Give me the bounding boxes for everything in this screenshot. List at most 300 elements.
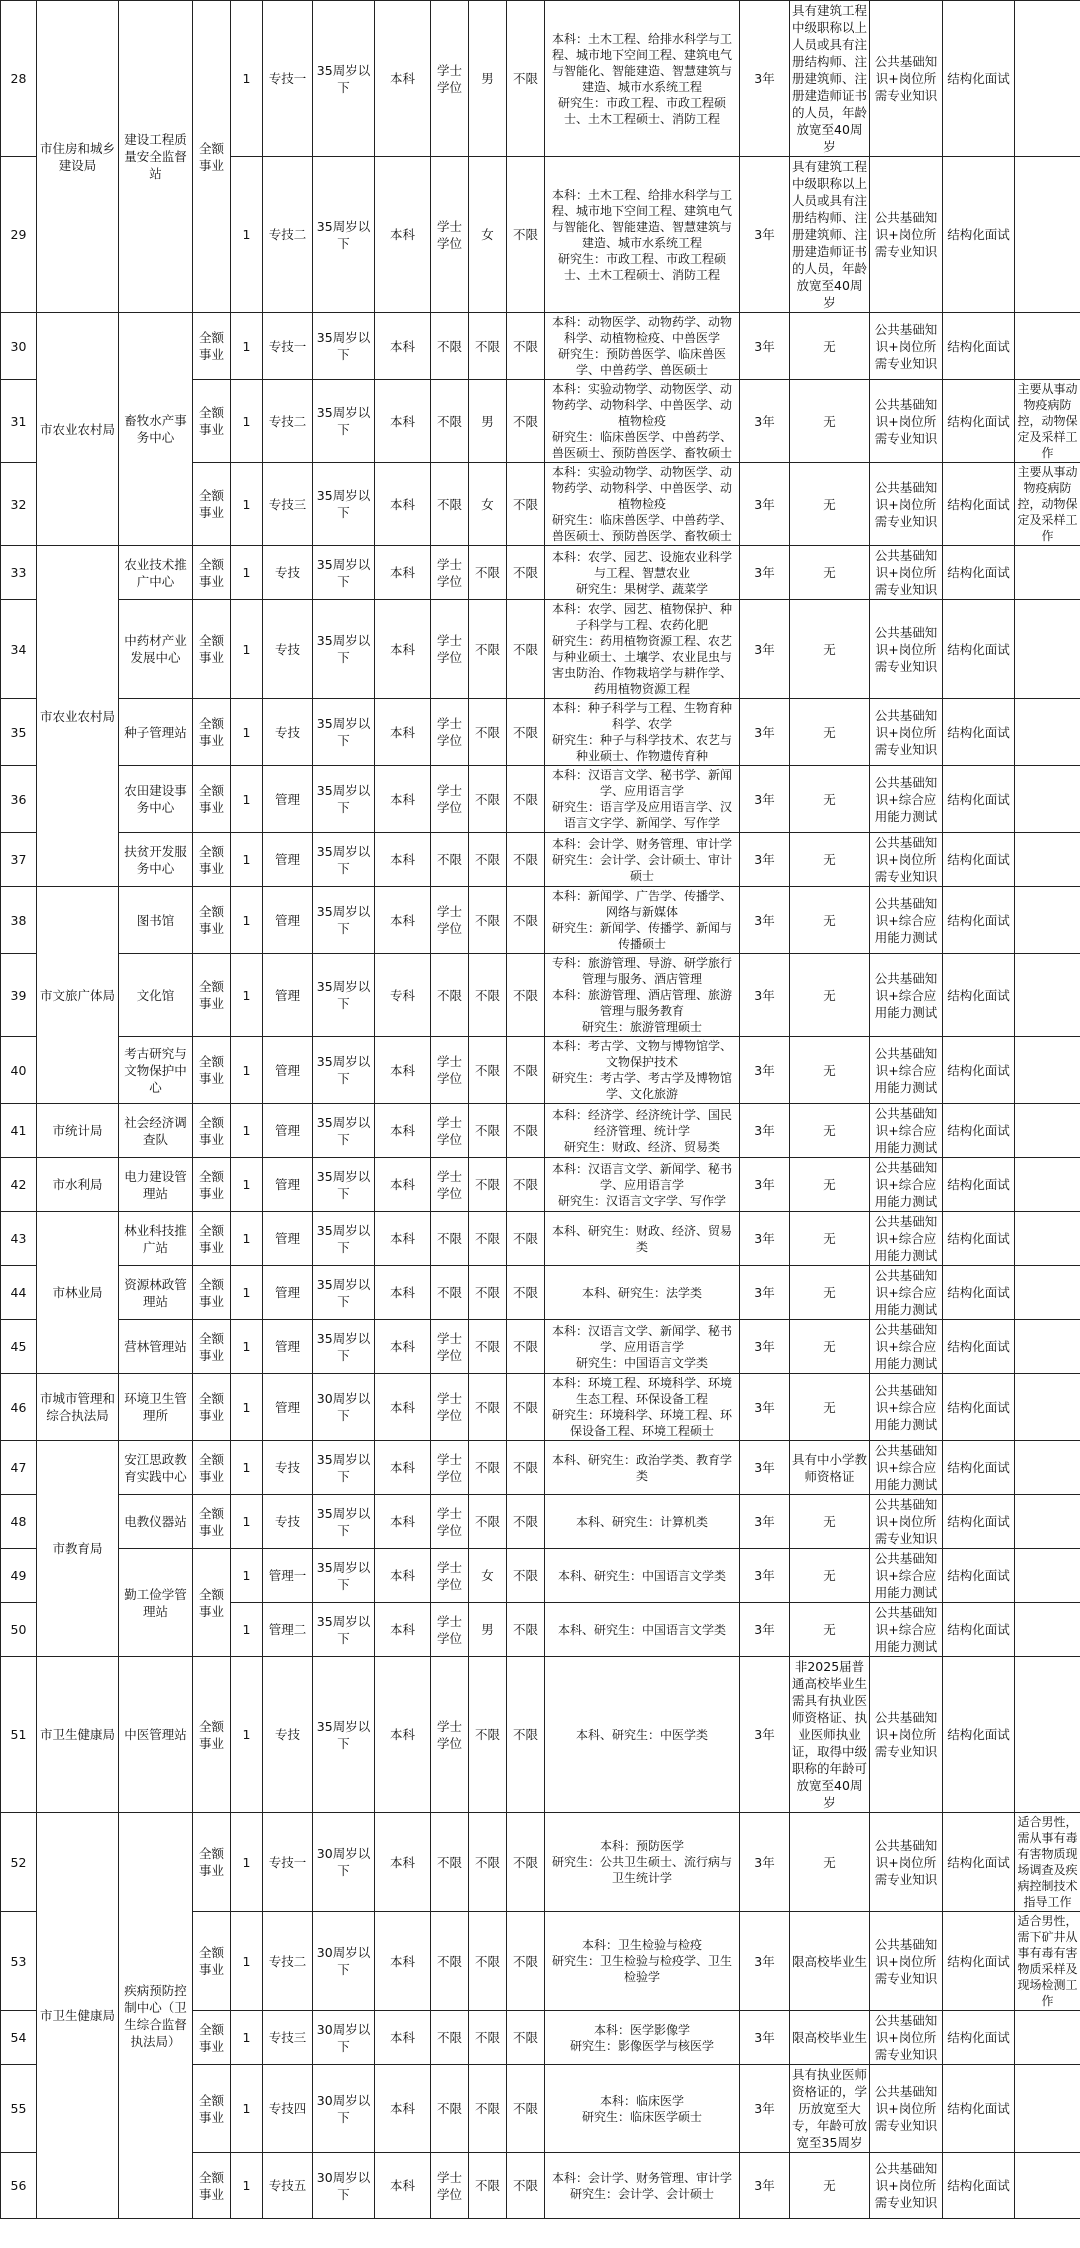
cell-no: 39 <box>1 954 37 1037</box>
cell-gender: 不限 <box>469 1374 507 1441</box>
cell-exam: 公共基础知识+综合应用能力测试 <box>870 887 943 954</box>
cell-edu: 本科 <box>375 1549 431 1603</box>
cell-edu: 本科 <box>375 1374 431 1441</box>
cell-dept: 图书馆 <box>119 887 193 954</box>
cell-note <box>1015 1495 1080 1549</box>
cell-exam: 公共基础知识+综合应用能力测试 <box>870 1441 943 1495</box>
cell-note <box>1015 600 1080 699</box>
cell-major: 本科：汉语言文学、秘书学、新闻学、应用语言学 研究生：语言学及应用语言学、汉语言文字学、新闻学、写作学 <box>545 766 740 833</box>
table-row <box>1 1441 1080 1495</box>
cell-political: 不限 <box>507 380 545 463</box>
cell-post: 专技 <box>263 600 313 699</box>
cell-political: 不限 <box>507 1266 545 1320</box>
cell-no: 54 <box>1 2011 37 2065</box>
cell-count: 1 <box>231 380 263 463</box>
cell-type: 全额事业 <box>193 1320 231 1374</box>
cell-service: 3年 <box>740 887 790 954</box>
cell-type: 全额事业 <box>193 1266 231 1320</box>
cell-political: 不限 <box>507 887 545 954</box>
cell-edu: 本科 <box>375 1603 431 1657</box>
cell-major: 本科：会计学、财务管理、审计学 研究生：会计学、会计硕士、审计硕士 <box>545 833 740 887</box>
cell-condition: 无 <box>790 1212 870 1266</box>
cell-no: 53 <box>1 1912 37 2011</box>
cell-edu: 本科 <box>375 157 431 313</box>
cell-edu: 专科 <box>375 954 431 1037</box>
cell-post: 管理二 <box>263 1603 313 1657</box>
cell-degree: 学士学位 <box>431 1 469 157</box>
cell-post: 专技三 <box>263 463 313 546</box>
cell-political: 不限 <box>507 699 545 766</box>
cell-gender: 不限 <box>469 699 507 766</box>
cell-interview: 结构化面试 <box>943 313 1015 380</box>
cell-post: 专技一 <box>263 1813 313 1912</box>
cell-political: 不限 <box>507 1 545 157</box>
cell-edu: 本科 <box>375 1 431 157</box>
cell-major: 本科：预防医学 研究生：公共卫生硕士、流行病与卫生统计学 <box>545 1813 740 1912</box>
cell-degree: 学士学位 <box>431 1037 469 1104</box>
cell-political: 不限 <box>507 2065 545 2153</box>
cell-count: 1 <box>231 546 263 600</box>
cell-post: 专技一 <box>263 1 313 157</box>
cell-dept: 电力建设管理站 <box>119 1158 193 1212</box>
cell-age: 35周岁以下 <box>313 1657 375 1813</box>
cell-post: 管理 <box>263 1320 313 1374</box>
cell-political: 不限 <box>507 1212 545 1266</box>
cell-note <box>1015 157 1080 313</box>
cell-age: 30周岁以下 <box>313 1374 375 1441</box>
cell-edu: 本科 <box>375 1266 431 1320</box>
cell-edu: 本科 <box>375 463 431 546</box>
cell-dept: 扶贫开发服务中心 <box>119 833 193 887</box>
cell-interview: 结构化面试 <box>943 2011 1015 2065</box>
cell-service: 3年 <box>740 2065 790 2153</box>
cell-service: 3年 <box>740 766 790 833</box>
cell-type: 全额事业 <box>193 2153 231 2219</box>
cell-major: 本科：汉语言文学、新闻学、秘书学、应用语言学 研究生：中国语言文学类 <box>545 1320 740 1374</box>
cell-note <box>1015 546 1080 600</box>
cell-interview: 结构化面试 <box>943 699 1015 766</box>
table-row <box>1 546 1080 600</box>
cell-post: 管理 <box>263 1104 313 1158</box>
cell-count: 1 <box>231 1657 263 1813</box>
cell-dept: 社会经济调查队 <box>119 1104 193 1158</box>
cell-note <box>1015 313 1080 380</box>
cell-count: 1 <box>231 1912 263 2011</box>
cell-condition: 无 <box>790 699 870 766</box>
cell-condition: 具有建筑工程中级职称以上人员或具有注册结构师、注册建筑师、注册建造师证书的人员，年龄放宽至40周岁 <box>790 1 870 157</box>
cell-interview: 结构化面试 <box>943 1104 1015 1158</box>
table-row <box>1 833 1080 887</box>
cell-count: 1 <box>231 600 263 699</box>
cell-interview: 结构化面试 <box>943 1912 1015 2011</box>
cell-edu: 本科 <box>375 313 431 380</box>
cell-condition: 无 <box>790 1374 870 1441</box>
cell-major: 本科：经济学、经济统计学、国民经济管理、统计学 研究生：财政、经济、贸易类 <box>545 1104 740 1158</box>
cell-age: 35周岁以下 <box>313 699 375 766</box>
cell-post: 管理一 <box>263 1549 313 1603</box>
cell-unit: 市城市管理和综合执法局 <box>37 1374 119 1441</box>
cell-degree: 学士学位 <box>431 766 469 833</box>
cell-dept: 疾病预防控制中心（卫生综合监督执法局） <box>119 1813 193 2219</box>
cell-exam: 公共基础知识+岗位所需专业知识 <box>870 699 943 766</box>
cell-no: 47 <box>1 1441 37 1495</box>
cell-service: 3年 <box>740 1320 790 1374</box>
cell-type: 全额事业 <box>193 463 231 546</box>
cell-count: 1 <box>231 1813 263 1912</box>
table-row <box>1 1495 1080 1549</box>
cell-edu: 本科 <box>375 380 431 463</box>
cell-political: 不限 <box>507 1441 545 1495</box>
cell-interview: 结构化面试 <box>943 157 1015 313</box>
cell-gender: 不限 <box>469 1441 507 1495</box>
cell-age: 35周岁以下 <box>313 546 375 600</box>
cell-interview: 结构化面试 <box>943 1374 1015 1441</box>
cell-note <box>1015 1037 1080 1104</box>
cell-gender: 不限 <box>469 2011 507 2065</box>
cell-gender: 不限 <box>469 313 507 380</box>
cell-service: 3年 <box>740 1 790 157</box>
cell-condition: 无 <box>790 463 870 546</box>
cell-major: 本科：卫生检验与检疫 研究生：卫生检验与检疫学、卫生检验学 <box>545 1912 740 2011</box>
cell-interview: 结构化面试 <box>943 1212 1015 1266</box>
cell-degree: 不限 <box>431 1912 469 2011</box>
cell-degree: 不限 <box>431 1813 469 1912</box>
cell-degree: 不限 <box>431 1266 469 1320</box>
cell-condition: 无 <box>790 1037 870 1104</box>
cell-post: 管理 <box>263 1266 313 1320</box>
cell-edu: 本科 <box>375 1320 431 1374</box>
cell-service: 3年 <box>740 1037 790 1104</box>
cell-post: 管理 <box>263 766 313 833</box>
cell-gender: 不限 <box>469 1037 507 1104</box>
cell-count: 1 <box>231 1212 263 1266</box>
table-row <box>1 1320 1080 1374</box>
cell-dept: 勤工俭学管理站 <box>119 1549 193 1657</box>
cell-interview: 结构化面试 <box>943 833 1015 887</box>
cell-edu: 本科 <box>375 2153 431 2219</box>
cell-count: 1 <box>231 1104 263 1158</box>
cell-exam: 公共基础知识+岗位所需专业知识 <box>870 546 943 600</box>
cell-post: 专技五 <box>263 2153 313 2219</box>
cell-count: 1 <box>231 2011 263 2065</box>
cell-degree: 学士学位 <box>431 600 469 699</box>
cell-major: 本科：土木工程、给排水科学与工程、城市地下空间工程、建筑电气与智能化、智能建造、智慧建筑与建造、城市水系统工程 研究生：市政工程、市政工程硕士、土木工程硕士、消防工程 <box>545 1 740 157</box>
cell-dept: 农业技术推广中心 <box>119 546 193 600</box>
cell-no: 40 <box>1 1037 37 1104</box>
cell-no: 35 <box>1 699 37 766</box>
cell-age: 35周岁以下 <box>313 463 375 546</box>
cell-count: 1 <box>231 1495 263 1549</box>
cell-degree: 学士学位 <box>431 2153 469 2219</box>
cell-edu: 本科 <box>375 2011 431 2065</box>
cell-age: 35周岁以下 <box>313 1104 375 1158</box>
cell-age: 35周岁以下 <box>313 1 375 157</box>
cell-age: 35周岁以下 <box>313 1495 375 1549</box>
cell-major: 本科、研究生：政治学类、教育学类 <box>545 1441 740 1495</box>
cell-type: 全额事业 <box>193 600 231 699</box>
cell-political: 不限 <box>507 2153 545 2219</box>
cell-edu: 本科 <box>375 1212 431 1266</box>
cell-exam: 公共基础知识+岗位所需专业知识 <box>870 463 943 546</box>
cell-count: 1 <box>231 1320 263 1374</box>
cell-unit: 市统计局 <box>37 1104 119 1158</box>
cell-no: 34 <box>1 600 37 699</box>
cell-edu: 本科 <box>375 887 431 954</box>
cell-interview: 结构化面试 <box>943 1158 1015 1212</box>
cell-post: 管理 <box>263 954 313 1037</box>
table-row <box>1 1549 1080 1603</box>
cell-condition: 限高校毕业生 <box>790 2011 870 2065</box>
cell-count: 1 <box>231 2065 263 2153</box>
cell-edu: 本科 <box>375 546 431 600</box>
cell-gender: 不限 <box>469 1266 507 1320</box>
cell-gender: 不限 <box>469 954 507 1037</box>
cell-note <box>1015 1212 1080 1266</box>
cell-political: 不限 <box>507 1912 545 2011</box>
cell-gender: 不限 <box>469 833 507 887</box>
cell-gender: 不限 <box>469 1320 507 1374</box>
cell-condition: 无 <box>790 380 870 463</box>
cell-post: 专技 <box>263 699 313 766</box>
cell-service: 3年 <box>740 2153 790 2219</box>
cell-service: 3年 <box>740 833 790 887</box>
cell-condition: 无 <box>790 833 870 887</box>
cell-political: 不限 <box>507 1549 545 1603</box>
cell-unit: 市卫生健康局 <box>37 1657 119 1813</box>
cell-political: 不限 <box>507 1813 545 1912</box>
cell-post: 管理 <box>263 887 313 954</box>
cell-note <box>1015 1374 1080 1441</box>
cell-condition: 无 <box>790 2153 870 2219</box>
cell-no: 33 <box>1 546 37 600</box>
cell-no: 36 <box>1 766 37 833</box>
cell-post: 管理 <box>263 833 313 887</box>
cell-gender: 不限 <box>469 2065 507 2153</box>
cell-no: 55 <box>1 2065 37 2153</box>
cell-exam: 公共基础知识+综合应用能力测试 <box>870 1104 943 1158</box>
cell-post: 管理 <box>263 1374 313 1441</box>
cell-age: 30周岁以下 <box>313 1912 375 2011</box>
cell-edu: 本科 <box>375 833 431 887</box>
cell-condition: 无 <box>790 1266 870 1320</box>
cell-interview: 结构化面试 <box>943 1266 1015 1320</box>
cell-interview: 结构化面试 <box>943 1495 1015 1549</box>
cell-exam: 公共基础知识+综合应用能力测试 <box>870 766 943 833</box>
cell-interview: 结构化面试 <box>943 1441 1015 1495</box>
cell-major: 本科：实验动物学、动物医学、动物药学、动物科学、中兽医学、动植物检疫 研究生：临床兽医学、中兽药学、兽医硕士、预防兽医学、畜牧硕士 <box>545 380 740 463</box>
cell-age: 30周岁以下 <box>313 2065 375 2153</box>
cell-type: 全额事业 <box>193 766 231 833</box>
cell-type: 全额事业 <box>193 2065 231 2153</box>
cell-major: 本科：农学、园艺、植物保护、种子科学与工程、农药化肥 研究生：药用植物资源工程、农艺与种业硕士、土壤学、农业昆虫与害虫防治、作物栽培学与耕作学、药用植物资源工程 <box>545 600 740 699</box>
cell-dept: 林业科技推广站 <box>119 1212 193 1266</box>
cell-age: 35周岁以下 <box>313 1037 375 1104</box>
cell-degree: 学士学位 <box>431 1158 469 1212</box>
table-row <box>1 887 1080 954</box>
cell-age: 30周岁以下 <box>313 2011 375 2065</box>
cell-exam: 公共基础知识+岗位所需专业知识 <box>870 157 943 313</box>
cell-count: 1 <box>231 1266 263 1320</box>
cell-dept: 中医管理站 <box>119 1657 193 1813</box>
cell-dept: 考古研究与文物保护中心 <box>119 1037 193 1104</box>
cell-unit: 市教育局 <box>37 1441 119 1657</box>
cell-condition: 具有执业医师资格证的，学历放宽至大专，年龄可放宽至35周岁 <box>790 2065 870 2153</box>
cell-major: 本科：动物医学、动物药学、动物科学、动植物检疫、中兽医学 研究生：预防兽医学、临床兽医学、中兽药学、兽医硕士 <box>545 313 740 380</box>
cell-count: 1 <box>231 699 263 766</box>
cell-note <box>1015 1657 1080 1813</box>
cell-condition: 非2025届普通高校毕业生需具有执业医师资格证、执业医师执业证，取得中级职称的年龄可放宽至40周岁 <box>790 1657 870 1813</box>
cell-post: 管理 <box>263 1037 313 1104</box>
cell-condition: 无 <box>790 1603 870 1657</box>
cell-no: 51 <box>1 1657 37 1813</box>
cell-degree: 不限 <box>431 2011 469 2065</box>
table-row <box>1 699 1080 766</box>
cell-major: 本科、研究生：中医学类 <box>545 1657 740 1813</box>
cell-service: 3年 <box>740 313 790 380</box>
cell-service: 3年 <box>740 546 790 600</box>
cell-interview: 结构化面试 <box>943 766 1015 833</box>
cell-no: 30 <box>1 313 37 380</box>
cell-dept: 资源林政管理站 <box>119 1266 193 1320</box>
cell-major: 本科、研究生：计算机类 <box>545 1495 740 1549</box>
cell-age: 35周岁以下 <box>313 600 375 699</box>
cell-major: 本科：种子科学与工程、生物育种科学、农学 研究生：种子与科学技术、农艺与种业硕士、作物遗传育种 <box>545 699 740 766</box>
cell-note <box>1015 699 1080 766</box>
cell-count: 1 <box>231 887 263 954</box>
cell-count: 1 <box>231 833 263 887</box>
cell-interview: 结构化面试 <box>943 1 1015 157</box>
cell-no: 28 <box>1 1 37 157</box>
cell-condition: 无 <box>790 1320 870 1374</box>
cell-post: 专技二 <box>263 1912 313 2011</box>
cell-political: 不限 <box>507 546 545 600</box>
cell-unit: 市水利局 <box>37 1158 119 1212</box>
cell-major: 本科：考古学、文物与博物馆学、文物保护技术 研究生：考古学、考古学及博物馆学、文化旅游 <box>545 1037 740 1104</box>
cell-type: 全额事业 <box>193 833 231 887</box>
cell-age: 35周岁以下 <box>313 157 375 313</box>
cell-unit: 市林业局 <box>37 1212 119 1374</box>
cell-interview: 结构化面试 <box>943 600 1015 699</box>
cell-dept: 种子管理站 <box>119 699 193 766</box>
cell-major: 本科、研究生：财政、经济、贸易类 <box>545 1212 740 1266</box>
cell-dept: 电教仪器站 <box>119 1495 193 1549</box>
cell-count: 1 <box>231 1037 263 1104</box>
cell-edu: 本科 <box>375 699 431 766</box>
cell-condition: 无 <box>790 766 870 833</box>
table-row <box>1 1104 1080 1158</box>
cell-exam: 公共基础知识+岗位所需专业知识 <box>870 1495 943 1549</box>
cell-exam: 公共基础知识+综合应用能力测试 <box>870 1266 943 1320</box>
cell-interview: 结构化面试 <box>943 546 1015 600</box>
cell-major: 本科：实验动物学、动物医学、动物药学、动物科学、中兽医学、动植物检疫 研究生：临床兽医学、中兽药学、兽医硕士、预防兽医学、畜牧硕士 <box>545 463 740 546</box>
cell-note: 主要从事动物疫病防控，动物保定及采样工作 <box>1015 380 1080 463</box>
cell-age: 35周岁以下 <box>313 1603 375 1657</box>
cell-dept: 畜牧水产事务中心 <box>119 313 193 546</box>
cell-interview: 结构化面试 <box>943 1813 1015 1912</box>
cell-degree: 学士学位 <box>431 546 469 600</box>
cell-age: 35周岁以下 <box>313 1441 375 1495</box>
cell-exam: 公共基础知识+综合应用能力测试 <box>870 1158 943 1212</box>
cell-no: 50 <box>1 1603 37 1657</box>
cell-count: 1 <box>231 954 263 1037</box>
cell-note <box>1015 1 1080 157</box>
cell-age: 35周岁以下 <box>313 954 375 1037</box>
cell-count: 1 <box>231 1 263 157</box>
cell-degree: 不限 <box>431 380 469 463</box>
cell-post: 专技三 <box>263 2011 313 2065</box>
cell-gender: 不限 <box>469 887 507 954</box>
cell-interview: 结构化面试 <box>943 2153 1015 2219</box>
cell-type: 全额事业 <box>193 1 231 313</box>
cell-service: 3年 <box>740 954 790 1037</box>
cell-degree: 不限 <box>431 1212 469 1266</box>
cell-interview: 结构化面试 <box>943 380 1015 463</box>
cell-major: 本科、研究生：中国语言文学类 <box>545 1603 740 1657</box>
cell-service: 3年 <box>740 600 790 699</box>
cell-major: 本科：临床医学 研究生：临床医学硕士 <box>545 2065 740 2153</box>
cell-major: 本科、研究生：中国语言文学类 <box>545 1549 740 1603</box>
cell-note <box>1015 2011 1080 2065</box>
cell-type: 全额事业 <box>193 2011 231 2065</box>
cell-exam: 公共基础知识+综合应用能力测试 <box>870 1037 943 1104</box>
cell-unit: 市住房和城乡建设局 <box>37 1 119 313</box>
cell-no: 42 <box>1 1158 37 1212</box>
cell-service: 3年 <box>740 1266 790 1320</box>
cell-degree: 学士学位 <box>431 157 469 313</box>
cell-note <box>1015 1266 1080 1320</box>
cell-age: 35周岁以下 <box>313 766 375 833</box>
cell-interview: 结构化面试 <box>943 887 1015 954</box>
cell-exam: 公共基础知识+综合应用能力测试 <box>870 1374 943 1441</box>
cell-condition: 无 <box>790 1158 870 1212</box>
cell-post: 专技二 <box>263 157 313 313</box>
cell-no: 37 <box>1 833 37 887</box>
cell-no: 31 <box>1 380 37 463</box>
cell-post: 专技二 <box>263 380 313 463</box>
cell-condition: 无 <box>790 600 870 699</box>
cell-count: 1 <box>231 2153 263 2219</box>
cell-note <box>1015 833 1080 887</box>
table-row <box>1 1 1080 157</box>
cell-edu: 本科 <box>375 1104 431 1158</box>
cell-note <box>1015 1158 1080 1212</box>
cell-exam: 公共基础知识+综合应用能力测试 <box>870 1549 943 1603</box>
cell-edu: 本科 <box>375 1158 431 1212</box>
cell-degree: 不限 <box>431 313 469 380</box>
cell-condition: 无 <box>790 1813 870 1912</box>
cell-type: 全额事业 <box>193 1104 231 1158</box>
cell-note <box>1015 2153 1080 2219</box>
cell-count: 1 <box>231 1374 263 1441</box>
cell-political: 不限 <box>507 1104 545 1158</box>
cell-service: 3年 <box>740 380 790 463</box>
cell-degree: 学士学位 <box>431 1657 469 1813</box>
cell-gender: 不限 <box>469 1495 507 1549</box>
cell-political: 不限 <box>507 1320 545 1374</box>
cell-no: 49 <box>1 1549 37 1603</box>
cell-type: 全额事业 <box>193 313 231 380</box>
cell-degree: 学士学位 <box>431 1441 469 1495</box>
cell-political: 不限 <box>507 157 545 313</box>
cell-condition: 具有中小学教师资格证 <box>790 1441 870 1495</box>
cell-service: 3年 <box>740 1603 790 1657</box>
cell-count: 1 <box>231 1158 263 1212</box>
cell-edu: 本科 <box>375 1657 431 1813</box>
cell-interview: 结构化面试 <box>943 1549 1015 1603</box>
cell-interview: 结构化面试 <box>943 954 1015 1037</box>
cell-interview: 结构化面试 <box>943 1320 1015 1374</box>
cell-type: 全额事业 <box>193 1657 231 1813</box>
